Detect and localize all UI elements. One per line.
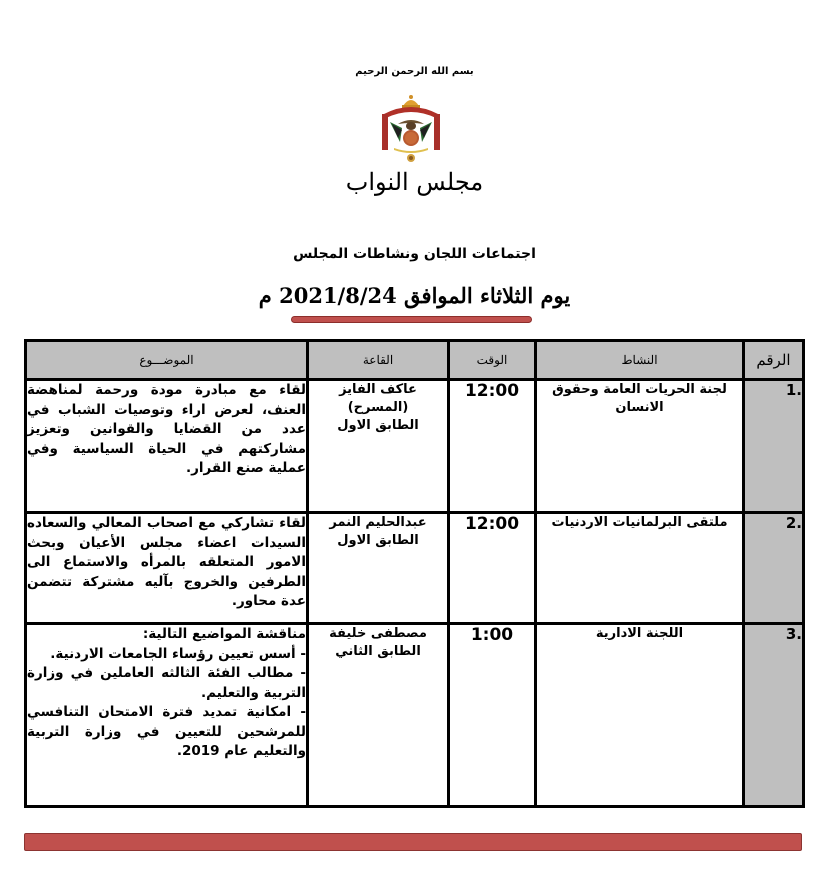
- topic-item: - مطالب الفئة الثالثه العاملين في وزارة التربية والتعليم.: [27, 665, 306, 701]
- hall-name: عاكف الفايز: [339, 382, 417, 397]
- row-time: 12:00: [449, 380, 536, 513]
- row-activity: اللجنة الادارية: [536, 624, 744, 807]
- row-activity: ملتقى البرلمانيات الاردنيات: [536, 513, 744, 624]
- row-topic: [26, 513, 308, 624]
- basmala-text: بسم الله الرحمن الرحيم: [355, 66, 474, 77]
- hall-name: عبدالحليم النمر: [329, 515, 427, 530]
- row-hall: [308, 624, 449, 807]
- parliament-logo-text: مجلس النواب: [345, 168, 484, 196]
- footer-divider-bar: [24, 833, 802, 851]
- date-title: يوم الثلاثاء الموافق 2021/8/24 م: [258, 283, 571, 308]
- hall-floor: الطابق الاول: [337, 418, 419, 433]
- topic-item: - أسس تعيين رؤساء الجامعات الاردنية.: [50, 645, 306, 662]
- column-header-activity: النشاط: [536, 341, 744, 380]
- jordan-coat-of-arms-icon: [376, 92, 446, 164]
- topic-intro: مناقشة المواضيع التالية:: [142, 626, 306, 642]
- row-number: .3: [744, 624, 804, 807]
- row-time: 12:00: [449, 513, 536, 624]
- row-number: .1: [744, 380, 804, 513]
- title-underline-divider: [291, 316, 532, 323]
- row-activity: لجنة الحريات العامة وحقوق الانسان: [536, 380, 744, 513]
- topic-line: لقاء تشاركي مع اصحاب المعالي والسعاده السيدات اعضاء مجلس الأعيان وبحث الامور المتعلقه بالمرأه والاستماع الى الطرفين والخروج بآليه مشتركة تتضمن عدة محاور.: [27, 515, 306, 609]
- hall-floor: الطابق الثاني: [335, 644, 421, 659]
- column-header-number: الرقم: [744, 341, 804, 380]
- row-hall: [308, 380, 449, 513]
- topic-item: - امكانية تمديد فترة الامتحان التنافسي للمرشحين للتعيين في وزارة التربية والتعليم عام 2019.: [27, 704, 306, 759]
- table-header-row: [26, 341, 804, 380]
- hall-name: مصطفى خليفة: [329, 626, 427, 641]
- row-hall: [308, 513, 449, 624]
- column-header-topic: الموضـــوع: [26, 341, 308, 380]
- row-topic: [26, 624, 308, 807]
- column-header-time: الوقت: [449, 341, 536, 380]
- schedule-table: [24, 339, 805, 808]
- table-row: [26, 380, 804, 513]
- document-subtitle: اجتماعات اللجان ونشاطات المجلس: [293, 246, 536, 262]
- hall-detail: (المسرح): [347, 400, 409, 415]
- column-header-hall: القاعة: [308, 341, 449, 380]
- row-topic: [26, 380, 308, 513]
- table-row: [26, 624, 804, 807]
- topic-line: لقاء مع مبادرة مودة ورحمة لمناهضة العنف، لعرض اراء وتوصيات الشباب في عدد من القضايا والقوانين وتعزيز مشاركتهم في الحياة السياسية وفي عملية صنع القرار.: [27, 382, 306, 476]
- table-row: [26, 513, 804, 624]
- hall-floor: الطابق الاول: [337, 533, 419, 548]
- row-number: .2: [744, 513, 804, 624]
- row-time: 1:00: [449, 624, 536, 807]
